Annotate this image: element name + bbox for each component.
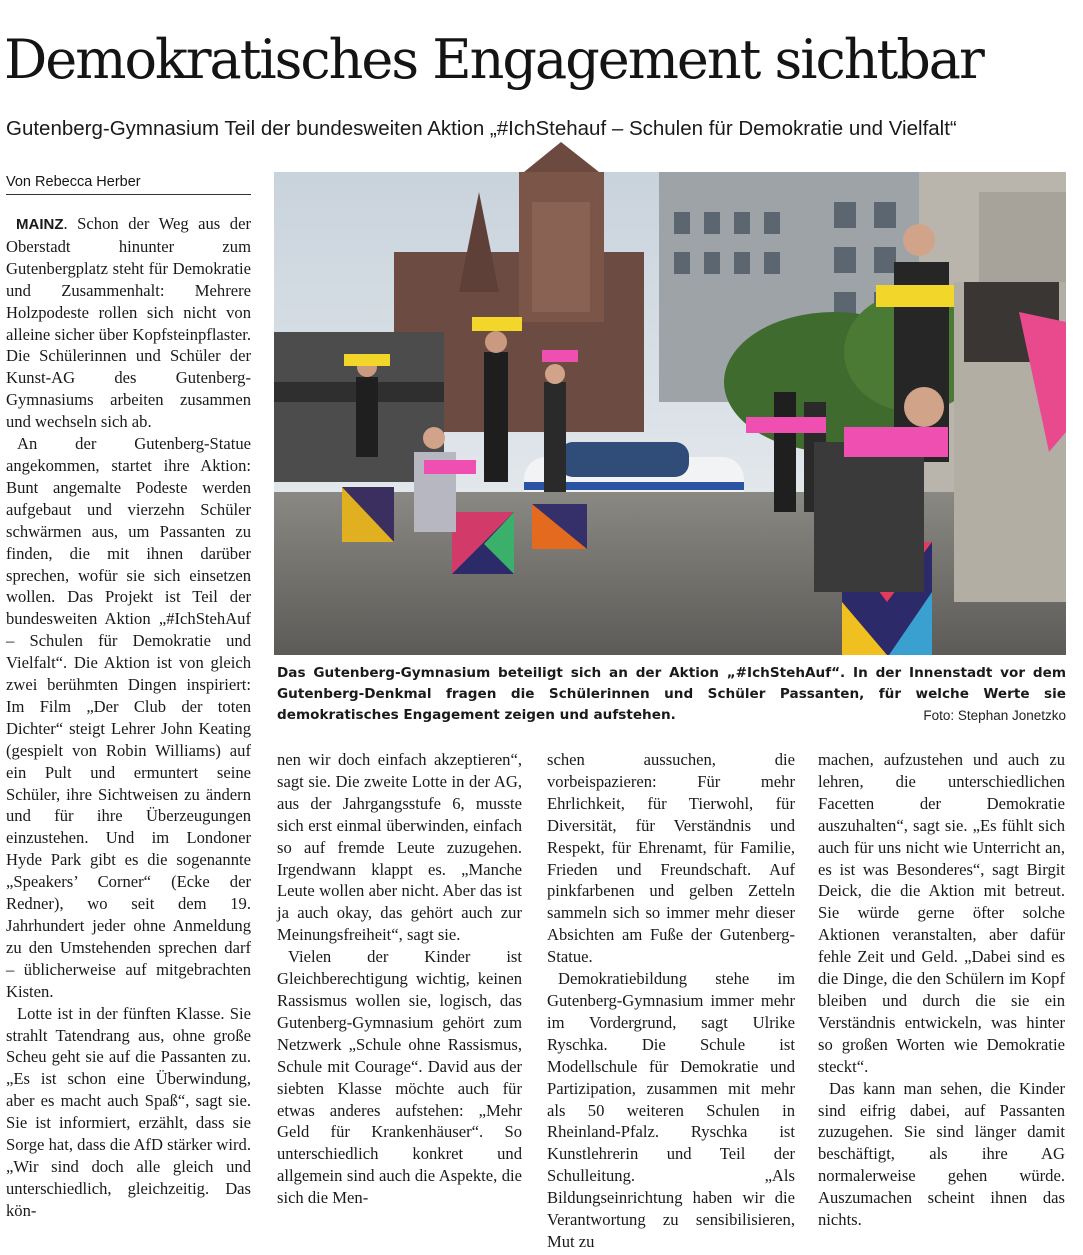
paragraph-9: Das kann man sehen, die Kinder sind eifrig dabei, auf Passanten zuzugehen. Sie sind länger damit beschäftigt, als ihre AG normalerweise gehen würde. Auszumachen scheint ihnen das nichts. [818, 1078, 1065, 1230]
paragraph-3: Lotte ist in der fünften Klasse. Sie strahlt Tatendrang aus, ohne große Scheu geht sie auf die Passanten zu. „Es ist schon eine Überwindung, aber es macht auch Spaß“, sagt sie. Sie ist informiert, erzählt, dass sie Sorge hat, dass die AfD stärker wird. „Wir sind doch alle gleich und unterschiedlich, gleichzeitig. Das kön- [6, 1003, 251, 1220]
paragraph-5: Vielen der Kinder ist Gleichberechtigung wichtig, keinen Rassismus wollen sie, logisch, das Gutenberg-Gymnasium gehört zum Netzwerk „Schule ohne Rassismus, Schule mit Courage“. David aus der siebten Klasse möchte auch für etwas anderes aufstehen: „Mehr Geld für Krankenhäuser“. So unterschiedlich konkret und allgemein sind auch die Aspekte, die sich die Men- [277, 947, 522, 1208]
paragraph-1 [6, 213, 251, 433]
article-photo [274, 172, 1066, 655]
paragraph-4: nen wir doch einfach akzeptieren“, sagt sie. Die zweite Lotte in der AG, aus der Jahrgangsstufe 6, musste sich erst einmal überwinden, einfach so auf fremde Leute zuzugehen. Irgendwann klappt es. „Manche Leute wollen aber nicht. Aber das ist ja auch okay, das gehört auch zur Meinungsfreiheit“, sagt sie. [277, 750, 522, 945]
text-column-1 [6, 213, 251, 1233]
paragraph-7: Demokratiebildung stehe im Gutenberg-Gymnasium immer mehr im Vordergrund, sagt Ulrike Ryschka. Die Schule ist Modellschule für Demokratie und Partizipation, zusammen mit mehr als 50 weiteren Schulen in Rheinland-Pfalz. Ryschka ist Kunstlehrerin und Teil der Schulleitung. „Als Bildungseinrichtung haben wir die Verantwortung zu sensibilisieren, Mut zu [547, 969, 795, 1251]
dateline: MAINZ [16, 216, 64, 233]
text-column-3 [547, 749, 795, 1251]
paragraph-8: machen, aufzustehen und auch zu lehren, die unterschiedlichen Facetten der Demokratie auszuhalten“, sagt sie. „Es fühlt sich auch für uns nicht wie Unterricht an, es ist was Besonderes“, sagt Birgit Deick, die die Aktion mit betreut. Sie würde gerne öfter solche Aktionen veranstalten, aber dafür fehle Zeit und Geld. „Dabei sind es die Dinge, die den Schülern im Kopf bleiben und durch die sie ein Verständnis entwickeln, was hinter so großen Worten wie Demokratie steckt“. [818, 750, 1065, 1076]
subheadline: Gutenberg-Gymnasium Teil der bundesweiten Aktion „#IchStehauf – Schulen für Demokratie und Vielfalt“ [6, 117, 957, 140]
text-column-2 [277, 749, 522, 1235]
text-column-4 [818, 749, 1065, 1235]
photo-credit: Foto: Stephan Jonetzko [923, 708, 1066, 723]
paragraph-2: An der Gutenberg-Statue angekommen, startet ihre Aktion: Bunt angemalte Podeste werden aufgebaut und vierzehn Schüler schwärmen aus, um Passanten zu finden, die mit ihnen darüber sprechen, wofür sie sich einsetzen wollen. Das Projekt ist Teil der bundesweiten Aktion „#IchStehAuf – Schulen für Demokratie und Vielfalt“. Die Aktion ist von gleich zwei berühmten Dingen inspiriert: Im Film „Der Club der toten Dichter“ steigt Lehrer John Keating (gespielt von Robin Williams) auf ein Pult und ermuntert seine Schüler, ihre Sichtweisen zu ändern und für ihre Überzeugungen einzustehen. Und im Londoner Hyde Park gibt es die sogenannte „Speakers’ Corner“ (Ecke der Redner), wo seit dem 19. Jahrhundert jeder ohne Anmeldung zu den Umstehenden sprechen darf – üblicherweise auf mitgebrachten Kisten. [6, 434, 251, 1001]
photo-caption: Das Gutenberg-Gymnasium beteiligt sich an der Aktion „#IchStehAuf“. In der Innenstadt vor dem Gutenberg-Denkmal fragen die Schülerinnen und Schüler Passanten, für welche Werte sie demokratisches Engagement zeigen und aufstehen. [277, 665, 1066, 723]
headline: Demokratisches Engagement sichtbar [4, 28, 983, 91]
byline: Von Rebecca Herber [6, 171, 251, 195]
paragraph-text: . Schon der Weg aus der Oberstadt hinunter zum Gutenbergplatz steht für Demokratie und Zusammenhalt: Mehrere Holzpodeste rollen sich nicht von alleine sicher über Kopfsteinpflaster. Die Schülerinnen und Schüler der Kunst-AG des Gutenberg-Gymnasiums arbeiten zusammen und wechseln sich ab. [6, 214, 251, 432]
paragraph-6: schen aussuchen, die vorbeispazieren: Für mehr Ehrlichkeit, für Tierwohl, für Diversität, für Verständnis und Respekt, für Ehrenamt, für Familie, Frieden und Freundschaft. Auf pinkfarbenen und gelben Zetteln sammeln sich so immer mehr dieser Absichten am Fuße der Gutenberg-Statue. [547, 750, 795, 967]
